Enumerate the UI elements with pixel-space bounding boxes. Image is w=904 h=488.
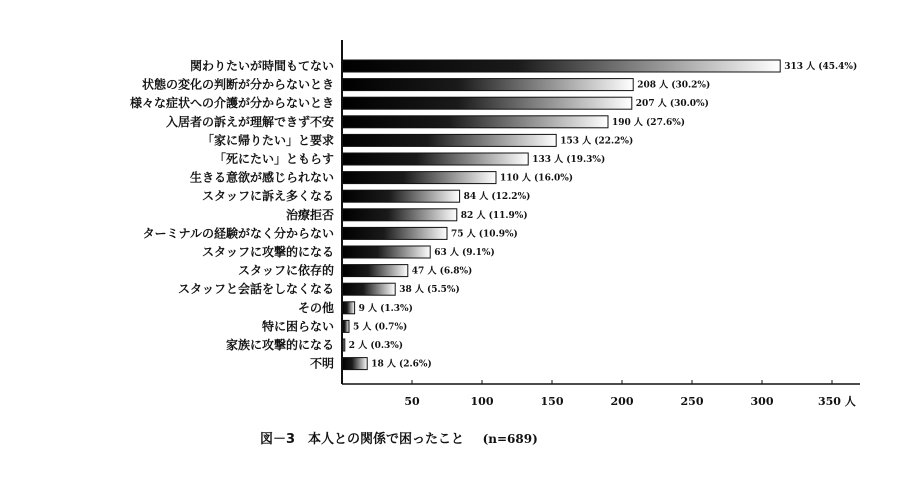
category-label: 様々な症状への介護が分からないとき [129, 96, 334, 111]
x-tick-label: 250 [680, 395, 704, 408]
data-label: 84 人 (12.2%) [463, 192, 531, 203]
data-label: 75 人 (10.9%) [451, 229, 518, 240]
data-label: 63 人 (9.1%) [434, 248, 495, 258]
bar [342, 172, 496, 184]
bar [342, 358, 367, 370]
data-label: 38 人 (5.5%) [399, 285, 460, 296]
category-label: スタッフと会話をしなくなる [177, 282, 334, 297]
category-label: 「死にたい」ともらす [213, 152, 334, 166]
category-label: 関わりたいが時間もてない [189, 59, 334, 73]
data-label: 313 人 (45.4%) [784, 62, 858, 72]
bar [342, 265, 408, 277]
category-label: 特に困らない [261, 319, 334, 334]
data-label: 207 人 (30.0%) [635, 99, 709, 110]
category-label: 不明 [309, 356, 334, 371]
x-tick-label: 100 [470, 395, 494, 408]
bar [342, 302, 355, 314]
data-label: 133 人 (19.3%) [532, 155, 606, 165]
category-label: ターミナルの経験がなく分からない [142, 226, 334, 241]
x-tick-label: 50 [404, 395, 420, 408]
category-label: 状態の変化の判断が分からないとき [141, 77, 334, 92]
category-label: 生きる意欲が感じられない [189, 170, 334, 185]
data-label: 18 人 (2.6%) [371, 359, 432, 370]
bar [342, 190, 460, 202]
category-label: 「家に帰りたい」と要求 [201, 133, 334, 148]
data-label: 5 人 (0.7%) [353, 322, 408, 333]
bar [342, 134, 556, 146]
category-label: スタッフに攻撃的になる [201, 245, 334, 259]
data-label: 110 人 (16.0%) [500, 173, 574, 184]
category-label: 治療拒否 [285, 207, 334, 222]
x-tick-label: 300 [750, 395, 774, 408]
bar [342, 116, 608, 128]
data-label: 190 人 (27.6%) [612, 117, 686, 128]
category-label: その他 [297, 300, 334, 315]
x-tick-label: 150 [540, 395, 564, 408]
bar [342, 153, 528, 165]
bar [342, 209, 457, 221]
caption-title: 図－3 本人との関係で困ったこと [260, 432, 465, 447]
data-label: 47 人 (6.8%) [411, 266, 473, 277]
data-label: 2 人 (0.3%) [348, 341, 404, 351]
data-label: 153 人 (22.2%) [560, 136, 634, 147]
bar [342, 283, 395, 295]
x-tick-label: 350 人 [818, 395, 856, 408]
caption-n: (n=689) [482, 432, 538, 446]
bar [342, 79, 633, 91]
bar [342, 227, 447, 239]
data-label: 82 人 (11.9%) [460, 210, 528, 221]
bar [342, 97, 632, 109]
data-label: 9 人 (1.3%) [358, 303, 413, 314]
category-label: 家族に攻撃的になる [225, 338, 334, 352]
bar [342, 320, 349, 332]
x-tick-label: 200 [610, 395, 634, 408]
figure-caption [260, 428, 720, 447]
category-label: スタッフに訴え多くなる [201, 189, 334, 204]
bar [342, 60, 780, 72]
category-label: スタッフに依存的 [237, 263, 334, 278]
bar [342, 246, 430, 258]
data-label: 208 人 (30.2%) [637, 80, 711, 91]
category-label: 入居者の訴えが理解できず不安 [165, 114, 334, 129]
